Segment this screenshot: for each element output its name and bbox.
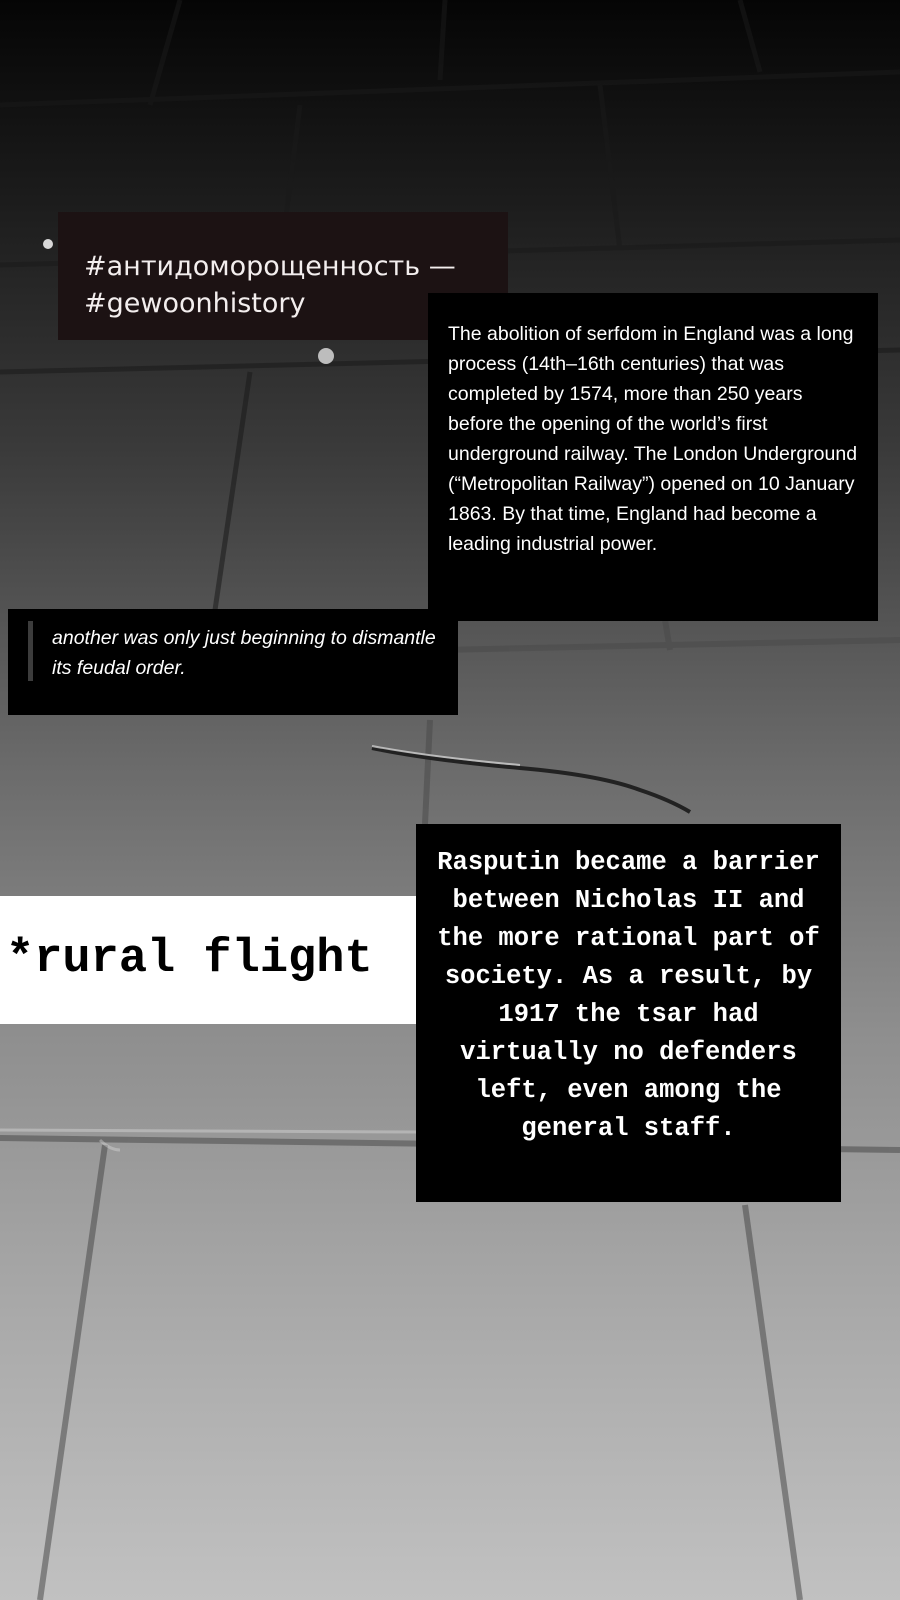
england-serfdom-text-card xyxy=(428,293,878,621)
rural-flight-label-text: *rural flight xyxy=(6,933,373,986)
rural-flight-label xyxy=(0,896,420,1024)
quote-caption-text: another was only just beginning to dismantle its feudal order. xyxy=(52,627,436,679)
england-serfdom-text: The abolition of serfdom in England was a long process (14th–16th centuries) that was completed by 1574, more than 250 years before the opening of the world’s first underground railway. The London Underground (“Metropolitan Railway”) opened on 10 January 1863. By that time, England had become a leading industrial power. xyxy=(448,323,858,555)
rasputin-text: Rasputin became a barrier between Nicholas II and the more rational part of society. As a result, by 1917 the tsar had virtually no defenders left, even among the general staff. xyxy=(437,848,820,1143)
hashtag-line-2: #gewoonhistory xyxy=(84,288,306,319)
quote-caption-card xyxy=(8,609,458,715)
quote-bar-icon xyxy=(28,621,33,681)
rasputin-text-card xyxy=(416,824,841,1202)
hashtag-line-1: #антидоморощенность — xyxy=(84,251,456,282)
